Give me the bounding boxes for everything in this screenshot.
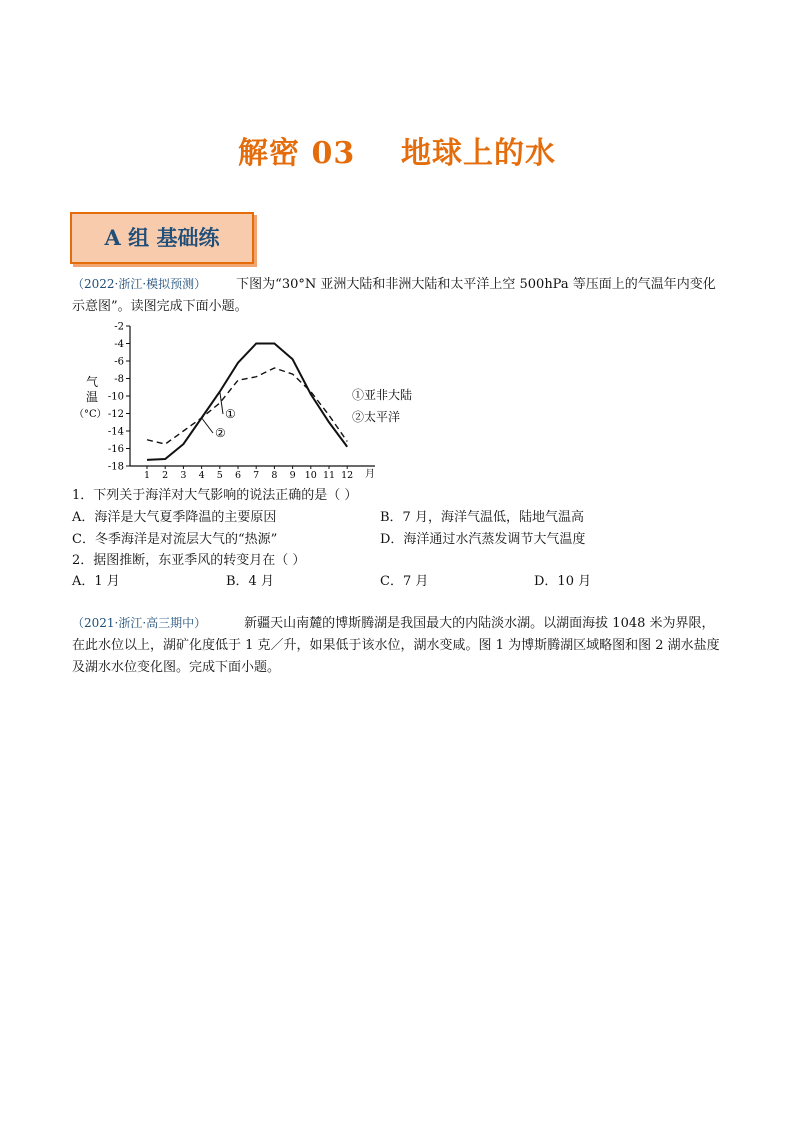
- series-callout-label: ①: [225, 407, 236, 421]
- x-tick-label: 4: [198, 470, 205, 481]
- passage-2-source: （2021·浙江·高三期中）: [72, 616, 207, 630]
- passage-1: [72, 273, 724, 318]
- x-tick-label: 10: [304, 470, 317, 481]
- question-1-option-d: D．海洋通过水汽蒸发调节大气温度: [380, 532, 586, 547]
- x-tick-label: 12: [341, 470, 354, 481]
- y-tick-label: -4: [114, 339, 124, 350]
- y-label-3: （°C）: [74, 409, 107, 420]
- y-tick-label: -16: [107, 444, 124, 455]
- question-2-option-b: B．4 月: [226, 574, 274, 589]
- callout-leader-line: [220, 392, 223, 414]
- x-tick-label: 9: [289, 470, 296, 481]
- passage-2-text: 新疆天山南麓的博斯腾湖是我国最大的内陆淡水湖。以湖面海拔 1048 米为界限，在此水位以上，湖矿化度低于 1 克／升，如果低于该水位，湖水变咸。图 1 为博斯腾湖区域略图和图 2 湖水盐度及湖水水位变化图。完成下面小题。: [72, 616, 720, 675]
- series-continent-line: [147, 344, 347, 460]
- y-label-2: 温: [86, 390, 99, 404]
- question-1-stem: 1．下列关于海洋对大气影响的说法正确的是（ ）: [72, 488, 358, 503]
- x-tick-label: 6: [234, 470, 242, 481]
- y-tick-label: -18: [107, 461, 124, 473]
- legend-item-2: ②太平洋: [352, 410, 401, 424]
- series-pacific-line: [147, 368, 347, 444]
- x-tick-label: 5: [216, 470, 223, 481]
- x-tick-label: 11: [322, 470, 336, 481]
- passage-1-source: （2022·浙江·模拟预测）: [72, 277, 207, 291]
- group-a-banner: [70, 212, 254, 264]
- x-tick-label: 8: [271, 470, 278, 481]
- x-tick-label: 1: [143, 470, 151, 481]
- y-tick-label: -8: [114, 374, 124, 385]
- page-title: 解密 03 地球上的水: [238, 136, 556, 171]
- passage-1-text: 下图为“30°N 亚洲大陆和非洲大陆和太平洋上空 500hPa 等压面上的气温年内变化示意图”。读图完成下面小题。: [72, 277, 716, 314]
- y-tick-label: -12: [107, 409, 124, 420]
- y-tick-label: -14: [107, 426, 124, 438]
- x-tick-label: 3: [180, 470, 187, 481]
- passage-2: [72, 612, 724, 679]
- y-tick-label: -6: [114, 356, 124, 368]
- x-tick-label: 2: [162, 470, 169, 481]
- question-1-option-a: A．海洋是大气夏季降温的主要原因: [72, 510, 277, 525]
- question-2-option-d: D．10 月: [534, 574, 592, 589]
- temperature-chart: [72, 318, 413, 483]
- question-2-option-c: C．7 月: [380, 574, 429, 589]
- y-tick-label: -10: [107, 391, 124, 403]
- x-axis-label: 月: [365, 469, 375, 480]
- question-1-option-b: B．7 月，海洋气温低，陆地气温高: [380, 510, 584, 525]
- legend-item-1: ①亚非大陆: [352, 388, 413, 402]
- series-callout-label: ②: [215, 426, 226, 440]
- callout-leader-line: [202, 418, 213, 433]
- y-tick-label: -2: [114, 321, 124, 333]
- x-tick-label: 7: [253, 470, 260, 481]
- question-2-stem: 2．据图推断，东亚季风的转变月在（ ）: [72, 553, 306, 568]
- question-2-option-a: A．1 月: [72, 574, 120, 589]
- question-1-option-c: C．冬季海洋是对流层大气的“热源”: [72, 532, 278, 547]
- y-label-1: 气: [86, 375, 99, 389]
- group-a-label: A 组 基础练: [104, 225, 220, 250]
